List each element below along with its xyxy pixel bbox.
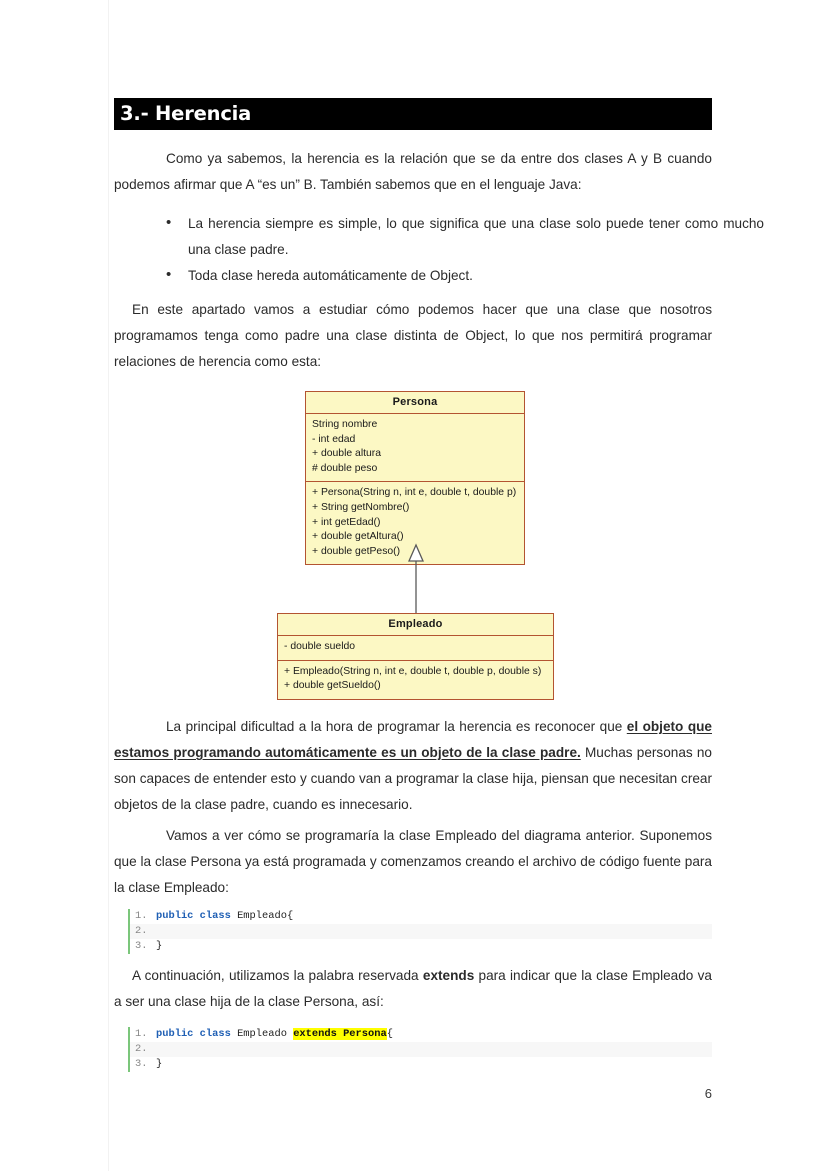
code-line [128,1042,712,1057]
paragraph-apartado: En este apartado vamos a estudiar cómo podemos hacer que una clase que nosotros programamos tenga como padre una clase distinta de Object, lo que nos permitirá programar relaciones de herencia como esta: [114,302,712,369]
code-block-1 [128,909,712,954]
uml-attribute: - double sueldo [284,641,356,652]
code-line-number: 2. [135,1043,148,1055]
uml-class-empleado-attributes [278,636,553,660]
paragraph-dificultad-emphasis: el objeto que estamos programando automáticamente es un objeto de la clase padre. [114,719,712,760]
uml-attribute: String nombre [312,419,378,430]
paragraph-dificultad [114,714,712,818]
uml-method: + double getPeso() [312,545,401,557]
uml-method: + int getEdad() [312,516,381,528]
code-line [128,924,712,939]
paragraph-continuacion-lead: A continuación, utilizamos la palabra reservada [132,968,423,983]
section-heading-bar [114,98,712,130]
code-line-text [156,1027,712,1042]
code-line [128,1057,712,1072]
paragraph-dificultad-tail: Muchas personas no son capaces de entender esto y cuando van a programar la clase hija, piensan que necesitan crear objetos de la clase padre, cuando es innecesario. [114,745,712,812]
list-item: • Toda clase hereda automáticamente de Object. [166,263,764,289]
uml-class-persona-title: Persona [306,392,524,414]
code-line-text: } [156,940,163,952]
code-line-number: 3. [135,1058,148,1070]
page-number: 6 [704,1086,712,1101]
code-line-text [156,909,712,924]
uml-attribute: - int edad [312,433,356,445]
uml-class-persona-methods [306,481,524,564]
code-line [128,1027,712,1042]
uml-class-persona [305,391,525,565]
paragraph-dificultad-lead: La principal dificultad a la hora de programar la herencia es reconocer que [166,719,627,734]
code-line-text: } [156,1058,163,1070]
paragraph-continuacion [114,963,712,1015]
paragraph-continuacion-tail: para indicar que la clase Empleado va a ser una clase hija de la clase Persona, así: [114,968,712,1009]
code-line-number: 2. [135,925,148,937]
uml-class-empleado-methods [278,660,553,699]
uml-class-empleado-title: Empleado [278,614,553,636]
code-rest: Empleado{ [230,910,294,922]
uml-method: + Empleado(String n, int e, double t, double p, double s) [284,665,542,677]
code-rest: Empleado [230,1028,294,1040]
paragraph-intro: Como ya sabemos, la herencia es la relación que se da entre dos clases A y B cuando podemos afirmar que A “es un” B. También sabemos que en el lenguaje Java: [114,151,712,192]
code-highlight-extends: extends Persona [293,1028,387,1040]
uml-method: + Persona(String n, int e, double t, double p) [312,487,517,499]
code-keyword: public class [156,1028,231,1040]
bullet-list [114,211,764,289]
uml-attribute: + double altura [312,448,382,460]
uml-method: + double getAltura() [312,531,404,543]
code-tail: { [386,1028,393,1040]
code-line [128,909,712,924]
code-line-number: 1. [135,1028,148,1040]
list-item: • La herencia siempre es simple, lo que significa que una clase solo puede tener como mucho una clase padre. [166,211,764,263]
code-line-number: 1. [135,910,148,922]
code-line-number: 3. [135,940,148,952]
page-title: 3.- Herencia [120,102,252,126]
uml-attribute: # double peso [312,462,378,474]
code-keyword: public class [156,910,231,922]
paragraph-vamos-a-ver: Vamos a ver cómo se programaría la clase Empleado del diagrama anterior. Suponemos que la clase Persona ya está programada y comenzamos creando el archivo de código fuente para la clase Empleado: [114,828,712,895]
uml-method: + String getNombre() [312,501,410,513]
uml-method: + double getSueldo() [284,680,381,692]
left-margin-rule [108,0,109,1171]
uml-generalization-arrow [385,543,447,615]
uml-class-empleado [277,613,554,700]
paragraph-continuacion-emphasis: extends [422,968,475,983]
uml-class-persona-attributes [306,414,524,481]
code-block-2 [128,1027,712,1072]
code-line [128,939,712,954]
